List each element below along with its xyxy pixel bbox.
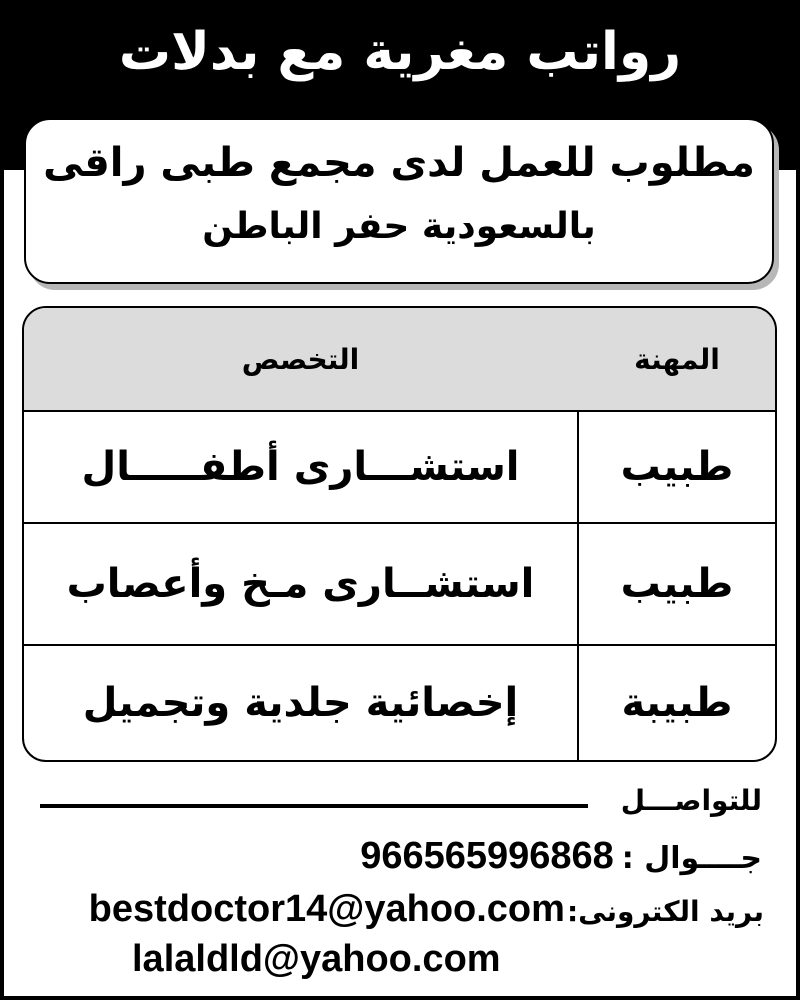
email-address-primary[interactable]: bestdoctor14@yahoo.com bbox=[88, 888, 565, 930]
table-header-row bbox=[24, 308, 775, 412]
email-row bbox=[89, 888, 764, 931]
intro-headline: مطلوب للعمل لدى مجمع طبى راقى bbox=[43, 140, 755, 186]
table-row bbox=[24, 524, 775, 646]
email-label: بريد الكترونى: bbox=[566, 895, 764, 928]
contact-divider-line bbox=[40, 804, 588, 808]
intro-box bbox=[24, 118, 774, 284]
intro-location: بالسعودية حفر الباطن bbox=[202, 206, 596, 247]
contact-label: للتواصـــل bbox=[620, 784, 762, 817]
specialty-cell: إخصائية جلدية وتجميل bbox=[82, 680, 519, 726]
specialty-cell: استشــارى مـخ وأعصاب bbox=[66, 561, 535, 607]
mobile-number[interactable]: 966565996868 bbox=[360, 835, 614, 877]
email-address-secondary[interactable]: lalaldld@yahoo.com bbox=[132, 938, 501, 980]
mobile-row bbox=[360, 835, 762, 878]
profession-cell: طبيبة bbox=[621, 680, 733, 726]
mobile-label: جــــوال : bbox=[621, 841, 762, 876]
profession-cell: طبيب bbox=[620, 561, 734, 607]
header-specialty: التخصص bbox=[241, 342, 360, 376]
specialty-cell: استشـــارى أطفـــــال bbox=[81, 444, 520, 490]
jobs-table bbox=[22, 306, 777, 762]
table-row bbox=[24, 412, 775, 524]
page-title: رواتب مغرية مع بدلات bbox=[118, 22, 682, 82]
profession-cell: طبيب bbox=[620, 444, 734, 490]
table-row bbox=[24, 646, 775, 760]
header-profession: المهنة bbox=[634, 342, 720, 376]
